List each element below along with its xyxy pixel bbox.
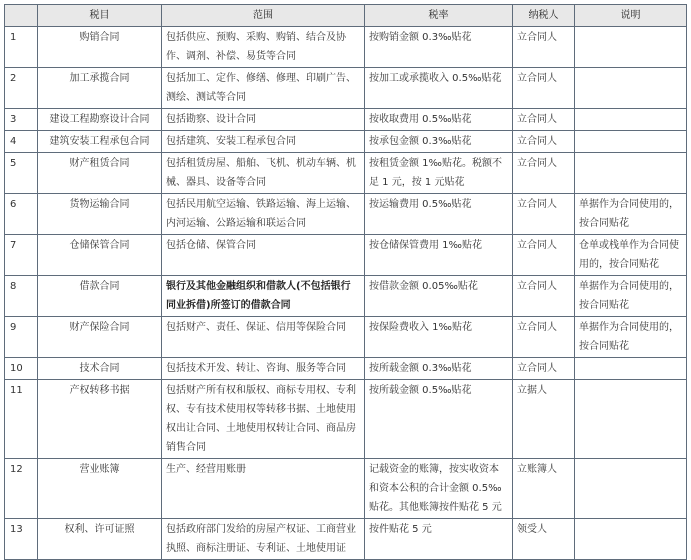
tax-item-cell: 财产保险合同 [38,317,162,358]
row-number: 8 [5,276,38,317]
row-number: 7 [5,235,38,276]
scope-cell: 包括加工、定作、修缮、修理、印刷广告、测绘、测试等合同 [162,68,365,109]
note-cell: 单据作为合同使用的，按合同贴花 [575,276,687,317]
scope-cell: 包括仓储、保管合同 [162,235,365,276]
rate-cell: 按件贴花 5 元 [365,519,513,560]
note-cell [575,153,687,194]
scope-cell: 包括民用航空运输、铁路运输、海上运输、内河运输、公路运输和联运合同 [162,194,365,235]
rate-cell: 按所载金额 0.3‰贴花 [365,358,513,380]
row-number: 13 [5,519,38,560]
payer-cell: 立合同人 [513,109,575,131]
tax-item-cell: 借款合同 [38,276,162,317]
payer-cell: 立据人 [513,380,575,459]
note-cell: 单据作为合同使用的，按合同贴花 [575,317,687,358]
scope-cell: 包括供应、预购、采购、购销、结合及协作、调剂、补偿、易货等合同 [162,27,365,68]
tax-item-cell: 货物运输合同 [38,194,162,235]
payer-cell: 立合同人 [513,235,575,276]
note-cell: 仓单或栈单作为合同使用的，按合同贴花 [575,235,687,276]
table-row [5,109,687,131]
stamp-tax-table [4,4,687,560]
note-cell [575,380,687,459]
note-cell [575,459,687,519]
payer-cell: 立账簿人 [513,459,575,519]
rate-cell: 按收取费用 0.5‰贴花 [365,109,513,131]
table-row [5,27,687,68]
payer-cell: 立合同人 [513,131,575,153]
header-index [5,5,38,27]
table-row [5,459,687,519]
scope-cell: 包括财产、责任、保证、信用等保险合同 [162,317,365,358]
table-header-row [5,5,687,27]
note-cell [575,27,687,68]
table-row [5,153,687,194]
payer-cell: 立合同人 [513,317,575,358]
row-number: 6 [5,194,38,235]
payer-cell: 立合同人 [513,27,575,68]
table-row [5,131,687,153]
payer-cell: 领受人 [513,519,575,560]
header-rate: 税率 [365,5,513,27]
tax-item-cell: 购销合同 [38,27,162,68]
payer-cell: 立合同人 [513,276,575,317]
rate-cell: 按运输费用 0.5‰贴花 [365,194,513,235]
payer-cell: 立合同人 [513,153,575,194]
scope-cell: 生产、经营用账册 [162,459,365,519]
note-cell [575,131,687,153]
header-payer: 纳税人 [513,5,575,27]
table-body [5,27,687,560]
table-row [5,519,687,560]
table-row [5,276,687,317]
payer-cell: 立合同人 [513,358,575,380]
row-number: 9 [5,317,38,358]
rate-cell: 按购销金额 0.3‰贴花 [365,27,513,68]
row-number: 3 [5,109,38,131]
header-item: 税目 [38,5,162,27]
tax-item-cell: 加工承揽合同 [38,68,162,109]
tax-item-cell: 财产租赁合同 [38,153,162,194]
row-number: 5 [5,153,38,194]
scope-cell: 包括勘察、设计合同 [162,109,365,131]
scope-cell: 包括政府部门发给的房屋产权证、工商营业执照、商标注册证、专利证、土地使用证 [162,519,365,560]
rate-cell: 记载资金的账簿，按实收资本和资本公积的合计金额 0.5‰贴花。其他账簿按件贴花 5 元 [365,459,513,519]
rate-cell: 按租赁金额 1‰贴花。税额不足 1 元，按 1 元贴花 [365,153,513,194]
rate-cell: 按所载金额 0.5‰贴花 [365,380,513,459]
note-cell: 单据作为合同使用的，按合同贴花 [575,194,687,235]
table-row [5,380,687,459]
tax-item-cell: 权利、许可证照 [38,519,162,560]
row-number: 12 [5,459,38,519]
row-number: 2 [5,68,38,109]
rate-cell: 按保险费收入 1‰贴花 [365,317,513,358]
table-row [5,68,687,109]
table-row [5,235,687,276]
row-number: 10 [5,358,38,380]
scope-cell: 包括技术开发、转让、咨询、服务等合同 [162,358,365,380]
rate-cell: 按仓储保管费用 1‰贴花 [365,235,513,276]
row-number: 4 [5,131,38,153]
scope-cell: 银行及其他金融组织和借款人(不包括银行同业拆借)所签订的借款合同 [162,276,365,317]
tax-item-cell: 建筑安装工程承包合同 [38,131,162,153]
table-row [5,194,687,235]
header-note: 说明 [575,5,687,27]
tax-item-cell: 营业账簿 [38,459,162,519]
payer-cell: 立合同人 [513,68,575,109]
note-cell [575,68,687,109]
tax-item-cell: 建设工程勘察设计合同 [38,109,162,131]
row-number: 11 [5,380,38,459]
payer-cell: 立合同人 [513,194,575,235]
table-row [5,358,687,380]
scope-cell: 包括租赁房屋、船舶、飞机、机动车辆、机械、器具、设备等合同 [162,153,365,194]
tax-item-cell: 技术合同 [38,358,162,380]
note-cell [575,109,687,131]
rate-cell: 按借款金额 0.05‰贴花 [365,276,513,317]
scope-cell: 包括财产所有权和版权、商标专用权、专利权、专有技术使用权等转移书据、土地使用权出让合同、土地使用权转让合同、商品房销售合同 [162,380,365,459]
header-scope: 范围 [162,5,365,27]
note-cell [575,358,687,380]
rate-cell: 按承包金额 0.3‰贴花 [365,131,513,153]
row-number: 1 [5,27,38,68]
table-row [5,317,687,358]
tax-item-cell: 产权转移书据 [38,380,162,459]
note-cell [575,519,687,560]
rate-cell: 按加工或承揽收入 0.5‰贴花 [365,68,513,109]
scope-cell: 包括建筑、安装工程承包合同 [162,131,365,153]
tax-item-cell: 仓储保管合同 [38,235,162,276]
